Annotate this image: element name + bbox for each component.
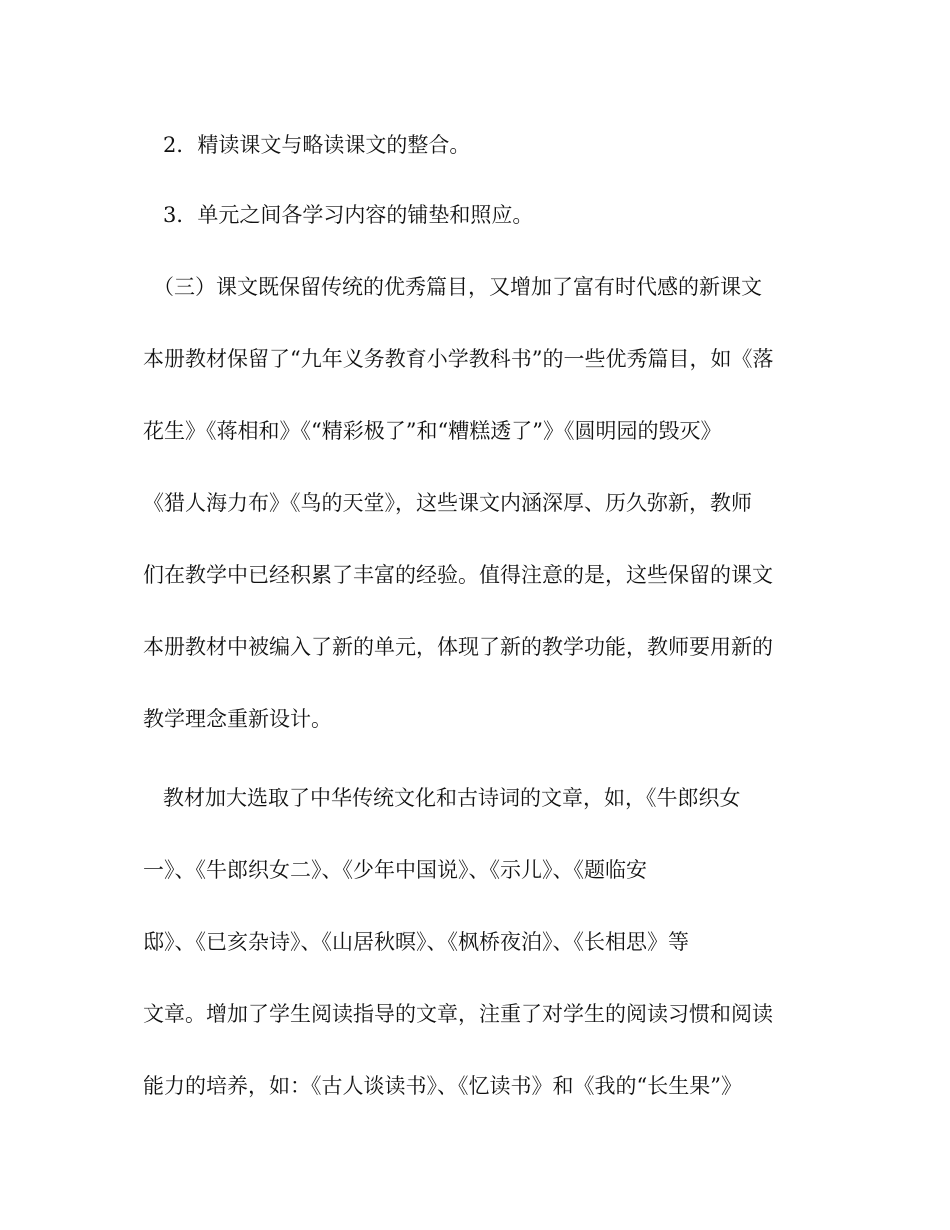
section-heading: （三）课文既保留传统的优秀篇目，又增加了富有时代感的新课文 <box>153 275 762 299</box>
paragraph-line: 邸》、《已亥杂诗》、《山居秋暝》、《枫桥夜泊》、《长相思》等 <box>143 930 689 954</box>
paragraph-line: 本册教材保留了“九年义务教育小学教科书”的一些优秀篇目，如《落 <box>143 347 774 371</box>
paragraph-line: 文章。增加了学生阅读指导的文章，注重了对学生的阅读习惯和阅读 <box>143 1002 773 1026</box>
paragraph-line: 本册教材中被编入了新的单元，体现了新的教学功能，教师要用新的 <box>143 635 773 659</box>
list-item-3: 3．单元之间各学习内容的铺垫和照应。 <box>163 203 534 227</box>
paragraph-line: 教学理念重新设计。 <box>143 707 332 731</box>
paragraph-line: 花生》《蒋相和》《“精彩极了”和“糟糕透了”》《圆明园的毁灭》 <box>143 419 722 443</box>
paragraph-line: 一》、《牛郎织女二》、《少年中国说》、《示儿》、《题临安 <box>143 858 647 882</box>
list-item-2: 2．精读课文与略读课文的整合。 <box>163 133 471 157</box>
paragraph-line: 们在教学中已经积累了丰富的经验。值得注意的是，这些保留的课文 <box>143 563 773 587</box>
paragraph-line: 教材加大选取了中华传统文化和古诗词的文章，如，《牛郎织女 <box>163 786 741 810</box>
paragraph-line: 《猎人海力布》《鸟的天堂》，这些课文内涵深厚、历久弥新，教师 <box>143 491 752 515</box>
paragraph-line: 能力的培养，如：《古人谈读书》、《忆读书》和《我的“长生果”》 <box>143 1074 742 1098</box>
